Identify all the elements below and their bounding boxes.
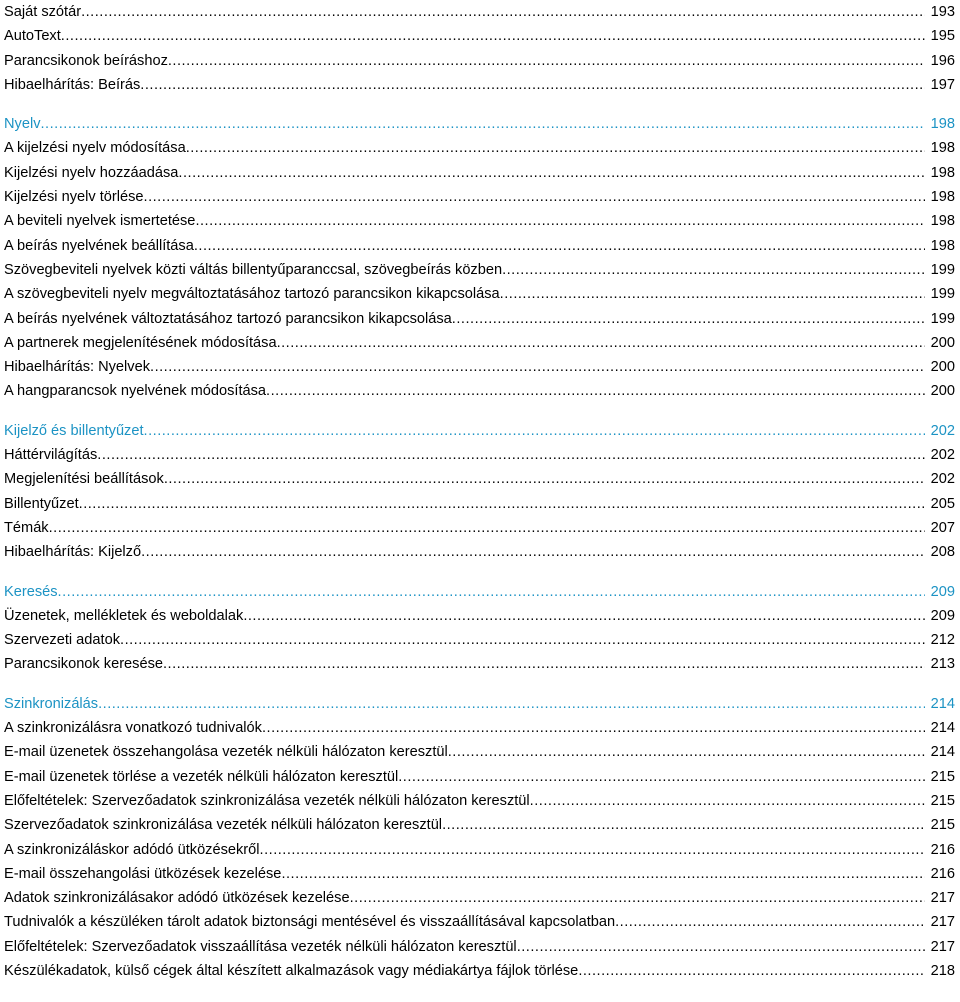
toc-page-number: 202	[930, 471, 955, 488]
toc-page-number: 215	[930, 768, 955, 785]
dot-leader	[150, 355, 925, 379]
toc-page-number: 198	[930, 164, 955, 181]
toc-entry-link[interactable]	[4, 209, 955, 233]
toc-entry-title: Keresés	[4, 583, 58, 600]
dot-leader	[140, 73, 925, 97]
toc-entry-title: A kijelzési nyelv módosítása	[4, 140, 186, 157]
toc-entry-title: A beviteli nyelvek ismertetése	[4, 213, 196, 230]
dot-leader	[281, 862, 925, 886]
toc-entry-title: Üzenetek, mellékletek és weboldalak	[4, 607, 244, 624]
toc-entry-link[interactable]	[4, 24, 955, 48]
toc-entry-title: A partnerek megjelenítésének módosítása	[4, 334, 277, 351]
toc-page-number: 195	[930, 28, 955, 45]
toc-entry-title: Szövegbeviteli nyelvek közti váltás billentyűparanccsal, szövegbeírás közben	[4, 261, 503, 278]
dot-leader	[164, 467, 925, 491]
dot-leader	[97, 443, 925, 467]
toc-entry-link[interactable]	[4, 161, 955, 185]
toc-entry-title: Szervezőadatok szinkronizálása vezeték nélküli hálózaton keresztül	[4, 817, 443, 834]
toc-entry-title: E-mail összehangolási ütközések kezelése	[4, 865, 282, 882]
toc-page-number: 193	[930, 4, 955, 20]
toc-section	[4, 419, 955, 565]
toc-page-number: 196	[930, 52, 955, 69]
toc-page-number: 199	[930, 261, 955, 278]
toc-chapter-link[interactable]	[4, 419, 955, 443]
toc-entry-title: Szinkronizálás	[4, 695, 99, 712]
toc-entry-title: Kijelzési nyelv törlése	[4, 189, 144, 206]
toc-entry-title: A szinkronizálásra vonatkozó tudnivalók	[4, 720, 262, 737]
toc-entry-link[interactable]	[4, 740, 955, 764]
toc-page-number: 217	[930, 890, 955, 907]
toc-entry-title: Témák	[4, 519, 49, 536]
dot-leader	[81, 0, 925, 24]
toc-entry-link[interactable]	[4, 628, 955, 652]
dot-leader	[58, 580, 925, 604]
toc-page-number: 218	[930, 962, 955, 979]
toc-entry-link[interactable]	[4, 540, 955, 564]
dot-leader	[448, 740, 925, 764]
dot-leader	[517, 935, 925, 959]
toc-page-number: 202	[930, 422, 955, 439]
toc-entry-title: E-mail üzenetek összehangolása vezeték nélküli hálózaton keresztül	[4, 744, 448, 761]
toc-page-number: 214	[930, 720, 955, 737]
toc-entry-link[interactable]	[4, 443, 955, 467]
toc-section	[4, 580, 955, 677]
toc-page-number: 216	[930, 865, 955, 882]
toc-page-number: 197	[930, 76, 955, 93]
dot-leader	[141, 540, 925, 564]
dot-leader	[530, 789, 925, 813]
dot-leader	[79, 492, 925, 516]
toc-page-number: 200	[930, 359, 955, 376]
toc-entry-title: Készülékadatok, külső cégek által készített alkalmazások vagy médiakártya fájlok törlése	[4, 962, 579, 979]
toc-entry-link[interactable]	[4, 789, 955, 813]
dot-leader	[260, 838, 925, 862]
toc-entry-title: AutoText	[4, 28, 61, 45]
toc-entry-title: Előfeltételek: Szervezőadatok szinkronizálása vezeték nélküli hálózaton keresztül	[4, 792, 530, 809]
toc-entry-title: Nyelv	[4, 116, 41, 133]
toc-chapter-link[interactable]	[4, 692, 955, 716]
toc-page-number: 209	[930, 583, 955, 600]
table-of-contents	[4, 0, 955, 983]
toc-entry-title: Parancsikonok keresése	[4, 656, 163, 673]
toc-page-number: 198	[930, 189, 955, 206]
toc-entry-title: A beírás nyelvének beállítása	[4, 237, 194, 254]
toc-page-number: 205	[930, 495, 955, 512]
toc-entry-link[interactable]	[4, 73, 955, 97]
dot-leader	[277, 331, 925, 355]
toc-entry-title: A szinkronizáláskor adódó ütközésekről	[4, 841, 260, 858]
toc-entry-title: E-mail üzenetek törlése a vezeték nélküli hálózaton keresztül	[4, 768, 399, 785]
dot-leader	[398, 765, 925, 789]
dot-leader	[442, 813, 925, 837]
toc-entry-link[interactable]	[4, 516, 955, 540]
dot-leader	[194, 234, 925, 258]
dot-leader	[578, 959, 925, 983]
toc-page-number: 215	[930, 817, 955, 834]
toc-entry-link[interactable]	[4, 307, 955, 331]
toc-page-number: 198	[930, 213, 955, 230]
toc-section	[4, 112, 955, 404]
dot-leader	[266, 379, 925, 403]
toc-page-number: 202	[930, 447, 955, 464]
toc-entry-link[interactable]	[4, 234, 955, 258]
toc-entry-title: Parancsikonok beíráshoz	[4, 52, 168, 69]
toc-entry-link[interactable]	[4, 813, 955, 837]
toc-entry-title: Kijelzési nyelv hozzáadása	[4, 164, 179, 181]
toc-page-number: 199	[930, 310, 955, 327]
toc-entry-link[interactable]	[4, 716, 955, 740]
dot-leader	[186, 136, 925, 160]
toc-entry-title: A beírás nyelvének változtatásához tartozó parancsikon kikapcsolása	[4, 310, 452, 327]
toc-entry-title: Hibaelhárítás: Nyelvek	[4, 359, 151, 376]
dot-leader	[98, 692, 925, 716]
toc-entry-title: Adatok szinkronizálásakor adódó ütközések kezelése	[4, 890, 350, 907]
toc-page-number: 198	[930, 237, 955, 254]
toc-entry-link[interactable]	[4, 282, 955, 306]
dot-leader	[144, 419, 925, 443]
dot-leader	[452, 307, 925, 331]
toc-entry-title: Hibaelhárítás: Beírás	[4, 76, 141, 93]
toc-entry-link[interactable]	[4, 604, 955, 628]
toc-entry-link[interactable]	[4, 862, 955, 886]
toc-page-number: 213	[930, 656, 955, 673]
toc-page-number: 217	[930, 914, 955, 931]
dot-leader	[41, 112, 926, 136]
toc-page-number: 200	[930, 334, 955, 351]
toc-entry-title: Előfeltételek: Szervezőadatok visszaállítása vezeték nélküli hálózaton keresztül	[4, 938, 517, 955]
toc-entry-link[interactable]	[4, 379, 955, 403]
toc-page-number: 212	[930, 632, 955, 649]
toc-entry-title: Szervezeti adatok	[4, 632, 121, 649]
toc-page-number: 207	[930, 519, 955, 536]
toc-entry-link[interactable]	[4, 136, 955, 160]
toc-entry-title: A hangparancsok nyelvének módosítása	[4, 383, 267, 400]
toc-entry-title: Megjelenítési beállítások	[4, 471, 164, 488]
dot-leader	[144, 185, 925, 209]
dot-leader	[163, 652, 925, 676]
dot-leader	[243, 604, 925, 628]
toc-entry-link[interactable]	[4, 258, 955, 282]
dot-leader	[502, 258, 925, 282]
toc-page-number: 199	[930, 286, 955, 303]
toc-page-number: 217	[930, 938, 955, 955]
toc-chapter-link[interactable]	[4, 112, 955, 136]
toc-entry-title: Saját szótár	[4, 4, 82, 20]
dot-leader	[500, 282, 925, 306]
toc-page-number: 214	[930, 744, 955, 761]
toc-entry-link[interactable]	[4, 886, 955, 910]
toc-entry-title: A szövegbeviteli nyelv megváltoztatásához tartozó parancsikon kikapcsolása	[4, 286, 500, 303]
toc-page-number: 200	[930, 383, 955, 400]
toc-entry-link[interactable]	[4, 959, 955, 983]
dot-leader	[615, 910, 925, 934]
toc-entry-link[interactable]	[4, 0, 955, 24]
toc-page-number: 198	[930, 116, 955, 133]
toc-entry-link[interactable]	[4, 355, 955, 379]
toc-entry-link[interactable]	[4, 652, 955, 676]
toc-page-number: 216	[930, 841, 955, 858]
toc-page-number: 209	[930, 607, 955, 624]
toc-page-number: 215	[930, 792, 955, 809]
toc-entry-title: Háttérvilágítás	[4, 447, 98, 464]
dot-leader	[49, 516, 925, 540]
toc-entry-link[interactable]	[4, 935, 955, 959]
dot-leader	[350, 886, 925, 910]
toc-entry-title: Kijelző és billentyűzet	[4, 422, 144, 439]
toc-entry-title: Tudnivalók a készüléken tárolt adatok biztonsági mentésével és visszaállításával kapcsolatban	[4, 914, 616, 931]
dot-leader	[120, 628, 925, 652]
dot-leader	[195, 209, 925, 233]
toc-entry-title: Hibaelhárítás: Kijelző	[4, 544, 142, 561]
toc-entry-link[interactable]	[4, 467, 955, 491]
toc-page-number: 198	[930, 140, 955, 157]
toc-entry-link[interactable]	[4, 765, 955, 789]
toc-page-number: 214	[930, 695, 955, 712]
dot-leader	[61, 24, 925, 48]
toc-section	[4, 692, 955, 984]
dot-leader	[168, 49, 925, 73]
dot-leader	[178, 161, 925, 185]
toc-entry-link[interactable]	[4, 185, 955, 209]
toc-entry-link[interactable]	[4, 838, 955, 862]
toc-page-number: 208	[930, 544, 955, 561]
toc-entry-link[interactable]	[4, 49, 955, 73]
toc-chapter-link[interactable]	[4, 580, 955, 604]
toc-section	[4, 0, 955, 97]
toc-entry-link[interactable]	[4, 331, 955, 355]
dot-leader	[262, 716, 925, 740]
toc-entry-link[interactable]	[4, 492, 955, 516]
toc-entry-link[interactable]	[4, 910, 955, 934]
toc-entry-title: Billentyűzet	[4, 495, 79, 512]
